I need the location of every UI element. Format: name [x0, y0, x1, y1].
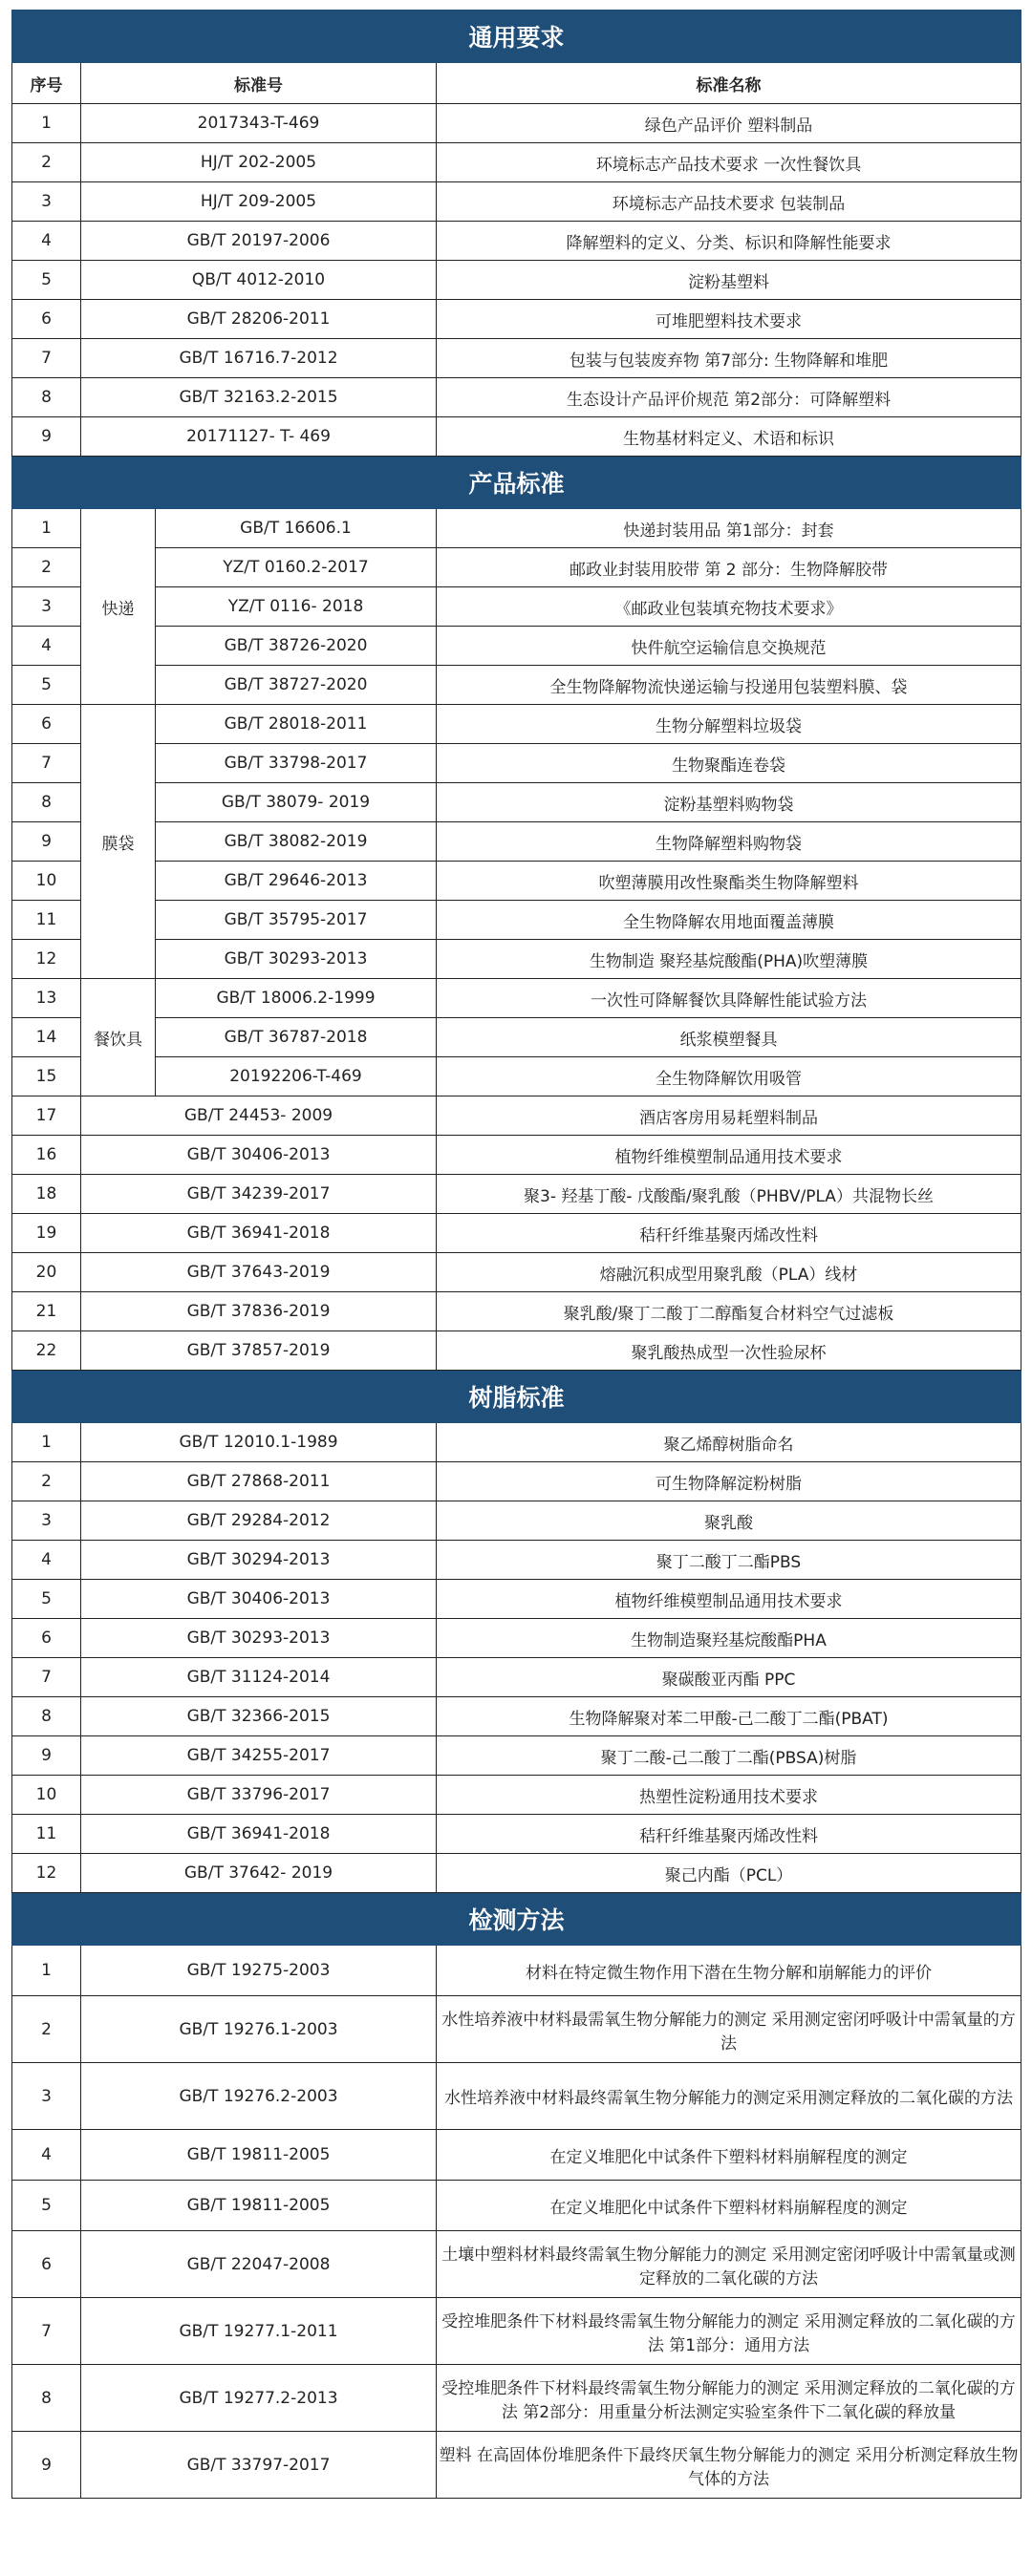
table-row [12, 339, 1021, 378]
standard-name: 受控堆肥条件下材料最终需氧生物分解能力的测定 采用测定释放的二氧化碳的方法 第1部分：通用方法 [437, 2298, 1021, 2365]
row-number: 6 [12, 300, 81, 339]
standard-name: 生物分解塑料垃圾袋 [437, 705, 1021, 744]
table-row [12, 862, 1021, 901]
standard-code: GB/T 30406-2013 [81, 1580, 437, 1619]
table-row [12, 143, 1021, 182]
table-row [12, 1996, 1021, 2063]
standard-name: 环境标志产品技术要求 包装制品 [437, 182, 1021, 222]
table-row [12, 222, 1021, 261]
standard-name: 生态设计产品评价规范 第2部分：可降解塑料 [437, 378, 1021, 417]
row-number: 9 [12, 417, 81, 457]
section-banner [12, 11, 1021, 63]
standard-code: HJ/T 209-2005 [81, 182, 437, 222]
standard-code: GB/T 16606.1 [156, 509, 437, 548]
category-label: 餐饮具 [81, 979, 156, 1096]
standard-code: GB/T 19276.2-2003 [81, 2063, 437, 2130]
row-number: 9 [12, 1736, 81, 1776]
standard-name: 全生物降解农用地面覆盖薄膜 [437, 901, 1021, 940]
standard-code: GB/T 27868-2011 [81, 1462, 437, 1501]
standard-name: 降解塑料的定义、分类、标识和降解性能要求 [437, 222, 1021, 261]
table-row [12, 2298, 1021, 2365]
table-row [12, 2231, 1021, 2298]
row-number: 4 [12, 222, 81, 261]
standard-name: 生物降解塑料购物袋 [437, 822, 1021, 862]
section-banner [12, 1371, 1021, 1423]
row-number: 7 [12, 1658, 81, 1697]
row-number: 5 [12, 261, 81, 300]
table-row [12, 1619, 1021, 1658]
category-label: 快递 [81, 509, 156, 705]
standard-code: GB/T 34255-2017 [81, 1736, 437, 1776]
standard-name: 全生物降解饮用吸管 [437, 1057, 1021, 1096]
table-row [12, 627, 1021, 666]
standard-name: 淀粉基塑料购物袋 [437, 783, 1021, 822]
standard-name: 快递封装用品 第1部分：封套 [437, 509, 1021, 548]
standard-code: 20192206-T-469 [156, 1057, 437, 1096]
row-number: 1 [12, 509, 81, 548]
row-number: 12 [12, 940, 81, 979]
standard-code: GB/T 29284-2012 [81, 1501, 437, 1541]
standard-name: 邮政业封装用胶带 第 2 部分：生物降解胶带 [437, 548, 1021, 587]
standard-name: 聚乳酸热成型一次性验尿杯 [437, 1331, 1021, 1371]
standard-code: 20171127- T- 469 [81, 417, 437, 457]
standard-name: 包装与包装废弃物 第7部分: 生物降解和堆肥 [437, 339, 1021, 378]
table-row [12, 1946, 1021, 1996]
standard-name: 秸秆纤维基聚丙烯改性料 [437, 1815, 1021, 1854]
standard-name: 生物制造 聚羟基烷酸酯(PHA)吹塑薄膜 [437, 940, 1021, 979]
row-number: 3 [12, 587, 81, 627]
standard-code: HJ/T 202-2005 [81, 143, 437, 182]
section-banner [12, 1893, 1021, 1946]
standard-name: 受控堆肥条件下材料最终需氧生物分解能力的测定 采用测定释放的二氧化碳的方法 第2部分：用重量分析法测定实验室条件下二氧化碳的释放量 [437, 2365, 1021, 2432]
table-row [12, 1462, 1021, 1501]
table-row [12, 104, 1021, 143]
standard-code: GB/T 38727-2020 [156, 666, 437, 705]
row-number: 8 [12, 783, 81, 822]
row-number: 11 [12, 901, 81, 940]
standard-code: GB/T 29646-2013 [156, 862, 437, 901]
standard-code: GB/T 37643-2019 [81, 1253, 437, 1292]
table-row [12, 705, 1021, 744]
standard-name: 聚丁二酸丁二酯PBS [437, 1541, 1021, 1580]
standard-name: 快件航空运输信息交换规范 [437, 627, 1021, 666]
table-row [12, 1815, 1021, 1854]
section-title: 产品标准 [12, 457, 1021, 509]
table-row [12, 822, 1021, 862]
standard-code: QB/T 4012-2010 [81, 261, 437, 300]
table-row [12, 2130, 1021, 2181]
row-number: 15 [12, 1057, 81, 1096]
standard-code: GB/T 19811-2005 [81, 2181, 437, 2231]
standard-code: GB/T 30406-2013 [81, 1136, 437, 1175]
row-number: 17 [12, 1096, 81, 1136]
row-number: 11 [12, 1815, 81, 1854]
table-row [12, 979, 1021, 1018]
table-row [12, 182, 1021, 222]
column-header-row [12, 63, 1021, 104]
standard-code: GB/T 33798-2017 [156, 744, 437, 783]
row-number: 9 [12, 2432, 81, 2499]
section-banner [12, 457, 1021, 509]
standard-name: 全生物降解物流快递运输与投递用包装塑料膜、袋 [437, 666, 1021, 705]
row-number: 14 [12, 1018, 81, 1057]
row-number: 7 [12, 339, 81, 378]
standard-name: 塑料 在高固体份堆肥条件下最终厌氧生物分解能力的测定 采用分析测定释放生物气体的方法 [437, 2432, 1021, 2499]
row-number: 3 [12, 182, 81, 222]
standard-code: GB/T 36787-2018 [156, 1018, 437, 1057]
table-row [12, 666, 1021, 705]
row-number: 9 [12, 822, 81, 862]
standard-name: 水性培养液中材料最需氧生物分解能力的测定 采用测定密闭呼吸计中需氧量的方法 [437, 1996, 1021, 2063]
standard-code: GB/T 33797-2017 [81, 2432, 437, 2499]
row-number: 5 [12, 1580, 81, 1619]
standard-name: 材料在特定微生物作用下潜在生物分解和崩解能力的评价 [437, 1946, 1021, 1996]
row-number: 2 [12, 1996, 81, 2063]
row-number: 13 [12, 979, 81, 1018]
row-number: 2 [12, 1462, 81, 1501]
standard-name: 酒店客房用易耗塑料制品 [437, 1096, 1021, 1136]
row-number: 6 [12, 2231, 81, 2298]
table-row [12, 1736, 1021, 1776]
table-row [12, 901, 1021, 940]
row-number: 4 [12, 627, 81, 666]
standard-name: 植物纤维模塑制品通用技术要求 [437, 1136, 1021, 1175]
table-row [12, 2365, 1021, 2432]
standard-code: GB/T 38079- 2019 [156, 783, 437, 822]
standard-name: 水性培养液中材料最终需氧生物分解能力的测定采用测定释放的二氧化碳的方法 [437, 2063, 1021, 2130]
section-title: 通用要求 [12, 11, 1021, 63]
standards-sheet [11, 10, 1021, 2499]
standard-name: 生物基材料定义、术语和标识 [437, 417, 1021, 457]
table-row [12, 2432, 1021, 2499]
table-row [12, 587, 1021, 627]
row-number: 12 [12, 1854, 81, 1893]
standards-table [11, 10, 1021, 2499]
standard-code: GB/T 37836-2019 [81, 1292, 437, 1331]
table-row [12, 1697, 1021, 1736]
table-row [12, 1136, 1021, 1175]
row-number: 1 [12, 104, 81, 143]
standard-code: GB/T 19277.2-2013 [81, 2365, 437, 2432]
row-number: 7 [12, 2298, 81, 2365]
standard-name: 绿色产品评价 塑料制品 [437, 104, 1021, 143]
table-row [12, 1096, 1021, 1136]
row-number: 8 [12, 378, 81, 417]
standard-code: GB/T 30294-2013 [81, 1541, 437, 1580]
table-row [12, 261, 1021, 300]
standard-name: 纸浆模塑餐具 [437, 1018, 1021, 1057]
standard-code: GB/T 18006.2-1999 [156, 979, 437, 1018]
row-number: 1 [12, 1946, 81, 1996]
standard-code: GB/T 35795-2017 [156, 901, 437, 940]
table-row [12, 1658, 1021, 1697]
table-row [12, 1541, 1021, 1580]
standard-code: GB/T 30293-2013 [81, 1619, 437, 1658]
standard-code: GB/T 38726-2020 [156, 627, 437, 666]
col-header-code: 标准号 [81, 63, 437, 104]
row-number: 20 [12, 1253, 81, 1292]
table-row [12, 1018, 1021, 1057]
standard-code: GB/T 20197-2006 [81, 222, 437, 261]
row-number: 6 [12, 1619, 81, 1658]
standard-code: GB/T 19277.1-2011 [81, 2298, 437, 2365]
standard-name: 植物纤维模塑制品通用技术要求 [437, 1580, 1021, 1619]
row-number: 3 [12, 1501, 81, 1541]
standard-code: GB/T 31124-2014 [81, 1658, 437, 1697]
row-number: 8 [12, 1697, 81, 1736]
standard-name: 聚乳酸 [437, 1501, 1021, 1541]
table-row [12, 300, 1021, 339]
row-number: 3 [12, 2063, 81, 2130]
table-row [12, 1253, 1021, 1292]
table-row [12, 1776, 1021, 1815]
table-row [12, 1057, 1021, 1096]
table-row [12, 1214, 1021, 1253]
standard-code: GB/T 12010.1-1989 [81, 1423, 437, 1462]
standard-name: 吹塑薄膜用改性聚酯类生物降解塑料 [437, 862, 1021, 901]
col-header-name: 标准名称 [437, 63, 1021, 104]
standard-code: GB/T 32163.2-2015 [81, 378, 437, 417]
table-row [12, 417, 1021, 457]
standard-code: GB/T 28018-2011 [156, 705, 437, 744]
standard-code: GB/T 33796-2017 [81, 1776, 437, 1815]
row-number: 4 [12, 2130, 81, 2181]
standard-name: 聚3- 羟基丁酸- 戊酸酯/聚乳酸（PHBV/PLA）共混物长丝 [437, 1175, 1021, 1214]
section-title: 检测方法 [12, 1893, 1021, 1946]
standard-code: YZ/T 0160.2-2017 [156, 548, 437, 587]
standard-code: GB/T 34239-2017 [81, 1175, 437, 1214]
row-number: 19 [12, 1214, 81, 1253]
standard-name: 生物降解聚对苯二甲酸-己二酸丁二酯(PBAT) [437, 1697, 1021, 1736]
standard-name: 生物制造聚羟基烷酸酯PHA [437, 1619, 1021, 1658]
standard-name: 聚碳酸亚丙酯 PPC [437, 1658, 1021, 1697]
standard-code: GB/T 22047-2008 [81, 2231, 437, 2298]
row-number: 1 [12, 1423, 81, 1462]
standard-code: GB/T 28206-2011 [81, 300, 437, 339]
table-row [12, 548, 1021, 587]
row-number: 18 [12, 1175, 81, 1214]
col-header-no: 序号 [12, 63, 81, 104]
standard-name: 熔融沉积成型用聚乳酸（PLA）线材 [437, 1253, 1021, 1292]
standard-code: GB/T 37642- 2019 [81, 1854, 437, 1893]
table-row [12, 1175, 1021, 1214]
table-row [12, 1423, 1021, 1462]
table-row [12, 378, 1021, 417]
standard-name: 可堆肥塑料技术要求 [437, 300, 1021, 339]
row-number: 2 [12, 548, 81, 587]
standard-name: 在定义堆肥化中试条件下塑料材料崩解程度的测定 [437, 2130, 1021, 2181]
table-row [12, 1292, 1021, 1331]
section-title: 树脂标准 [12, 1371, 1021, 1423]
standard-code: 2017343-T-469 [81, 104, 437, 143]
standard-code: GB/T 19811-2005 [81, 2130, 437, 2181]
row-number: 2 [12, 143, 81, 182]
standard-name: 在定义堆肥化中试条件下塑料材料崩解程度的测定 [437, 2181, 1021, 2231]
row-number: 7 [12, 744, 81, 783]
row-number: 10 [12, 1776, 81, 1815]
category-label: 膜袋 [81, 705, 156, 979]
standard-code: GB/T 24453- 2009 [81, 1096, 437, 1136]
table-row [12, 509, 1021, 548]
row-number: 10 [12, 862, 81, 901]
row-number: 22 [12, 1331, 81, 1371]
standard-code: YZ/T 0116- 2018 [156, 587, 437, 627]
table-row [12, 783, 1021, 822]
standard-name: 聚己内酯（PCL） [437, 1854, 1021, 1893]
standard-name: 一次性可降解餐饮具降解性能试验方法 [437, 979, 1021, 1018]
standard-name: 《邮政业包装填充物技术要求》 [437, 587, 1021, 627]
standard-code: GB/T 36941-2018 [81, 1214, 437, 1253]
row-number: 6 [12, 705, 81, 744]
standard-name: 环境标志产品技术要求 一次性餐饮具 [437, 143, 1021, 182]
standard-code: GB/T 37857-2019 [81, 1331, 437, 1371]
row-number: 5 [12, 2181, 81, 2231]
row-number: 5 [12, 666, 81, 705]
standard-name: 聚丁二酸-己二酸丁二酯(PBSA)树脂 [437, 1736, 1021, 1776]
standard-name: 聚乙烯醇树脂命名 [437, 1423, 1021, 1462]
table-row [12, 2181, 1021, 2231]
table-row [12, 1331, 1021, 1371]
standard-name: 淀粉基塑料 [437, 261, 1021, 300]
standard-code: GB/T 36941-2018 [81, 1815, 437, 1854]
row-number: 8 [12, 2365, 81, 2432]
standard-name: 秸秆纤维基聚丙烯改性料 [437, 1214, 1021, 1253]
standard-name: 可生物降解淀粉树脂 [437, 1462, 1021, 1501]
standard-name: 生物聚酯连卷袋 [437, 744, 1021, 783]
table-row [12, 744, 1021, 783]
row-number: 4 [12, 1541, 81, 1580]
standard-code: GB/T 19276.1-2003 [81, 1996, 437, 2063]
standard-name: 热塑性淀粉通用技术要求 [437, 1776, 1021, 1815]
standard-name: 土壤中塑料材料最终需氧生物分解能力的测定 采用测定密闭呼吸计中需氧量或测定释放的二氧化碳的方法 [437, 2231, 1021, 2298]
table-row [12, 2063, 1021, 2130]
table-row [12, 1854, 1021, 1893]
standard-code: GB/T 38082-2019 [156, 822, 437, 862]
row-number: 16 [12, 1136, 81, 1175]
standard-code: GB/T 30293-2013 [156, 940, 437, 979]
standard-code: GB/T 32366-2015 [81, 1697, 437, 1736]
table-row [12, 1501, 1021, 1541]
table-row [12, 1580, 1021, 1619]
standard-code: GB/T 16716.7-2012 [81, 339, 437, 378]
standard-name: 聚乳酸/聚丁二酸丁二醇酯复合材料空气过滤板 [437, 1292, 1021, 1331]
table-row [12, 940, 1021, 979]
row-number: 21 [12, 1292, 81, 1331]
standard-code: GB/T 19275-2003 [81, 1946, 437, 1996]
